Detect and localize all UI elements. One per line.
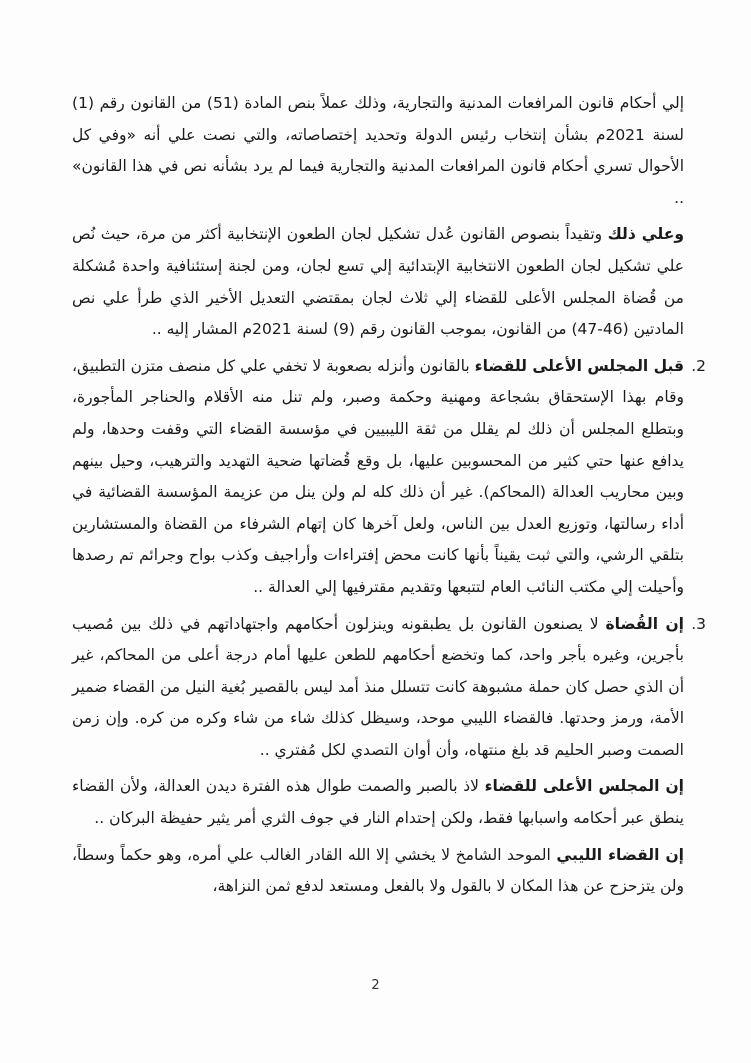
paragraph-2-lead: وعلي ذلك — [607, 225, 684, 244]
paragraph-5-lead: إن المجلس الأعلى للقضاء — [484, 777, 684, 796]
paragraph-2 — [72, 219, 684, 345]
paragraph-3-lead: قبل المجلس الأعلى للقضاء — [474, 356, 684, 375]
document-body — [72, 88, 706, 908]
paragraph-1 — [72, 88, 684, 214]
paragraph-6 — [72, 840, 684, 903]
paragraph-5-text: لاذ بالصبر والصمت طوال هذه الفترة ديدن العدالة، ولأن القضاء ينطق عبر أحكامه واسبابها فقط، ولكن إحتدام النار في جوف الثري أمر يثير حفيظة البركان .. — [72, 777, 684, 828]
paragraph-2-text: وتقيداً بنصوص القانون عُدل تشكيل لجان الطعون الإنتخابية أكثر من مرة، حيث نُص علي تشكيل لجان الطعون الانتخابية الإبتدائية إلي تسع لجان، ومن لجنة إستئنافية واحدة مُشكلة من قُضاة المجلس الأعلى للقضاء إلي ثلاث لجان بمقتضي التعديل الأخير الذي طرأ علي نص المادتين (46-47) من القانون، بموجب القانون رقم (9) لسنة 2021م المشار إليه .. — [72, 225, 684, 339]
paragraph-6-text: الموحد الشامخ لا يخشي إلا الله القادر الغالب علي أمره، وهو حكماً وسطاً، ولن يتزحزح عن هذا المكان لا بالقول ولا بالفعل ومستعد لدفع ثمن النزاهة، — [72, 845, 684, 896]
paragraph-6-lead: إن القضاء الليبي — [556, 845, 684, 864]
paragraph-3-text: بالقانون وأنزله بصعوبة لا تخفي علي كل منصف متزن التطبيق، وقام بهذا الإستحقاق بشجاعة ومهنية وحكمة وصبر، ولم تنل منه الأقلام والحناجر المأجورة، وبتطلع المجلس أن ذلك لم يقلل من ثقة الليبيين في مؤسسة القضاء التي وقفت وحدها، ولم يدافع عنها حتي كثير من المحسوبين عليها، بل وقع قُضاتها ضحية التهديد والترهيب، وحيل بينهم وبين محاريب العدالة (المحاكم). غير أن ذلك كله لم ولن ينل من عزيمة المؤسسة القضائية في أداء رسالتها، وتوزيع العدل بين الناس، ولعل آخرها كان إتهام الشرفاء من القضاة والمستشارين بتلقي الرشي، والتي ثبت يقيناً بأنها كانت محض إفتراءات وأراجيف وكذب بواح وجرائم تم رصدها وأحيلت إلي مكتب النائب العام لتتبعها وتقديم مقترفيها إلي العدالة .. — [72, 356, 684, 596]
paragraph-5 — [72, 771, 684, 834]
paragraph-4-text: لا يصنعون القانون بل يطبقونه وينزلون أحكامهم واجتهاداتهم في ذلك بين مُصيب بأجرين، وغيره بأجر واحد، كما وتخضع أحكامهم للطعن عليها أمام درجة أعلى من المحاكم، غير أن الذي حصل كان حملة مشبوهة كانت تتسلل منذ أمد ليس بالقصير بُغية النيل من القضاء ضمير الأمة، ورمز وحدتها. فالقضاء الليبي موحد، وسيظل كذلك شاء من شاء وكره من كره. وإن زمن الصمت وصبر الحليم قد بلغ منتهاه، وأن أوان التصدي لكل مُفتري .. — [72, 614, 684, 759]
paragraph-1-text: إلي أحكام قانون المرافعات المدنية والتجارية، وذلك عملاً بنص المادة (51) من القانون رقم (1) لسنة 2021م بشأن إنتخاب رئيس الدولة وتحديد إختصاصاته، والتي نصت علي أنه «وفي كل الأحوال تسري أحكام قانون المرافعات المدنية والتجارية فيما لم يرد بشأنه نص في هذا القانون» .. — [72, 94, 685, 207]
item-number-2: .2 — [691, 356, 706, 375]
paragraph-4-lead: إن القُضاة — [605, 614, 684, 633]
paragraph-4 — [72, 609, 706, 767]
paragraph-3 — [72, 351, 706, 604]
item-number-3: .3 — [691, 614, 706, 633]
page-number: 2 — [371, 978, 380, 993]
